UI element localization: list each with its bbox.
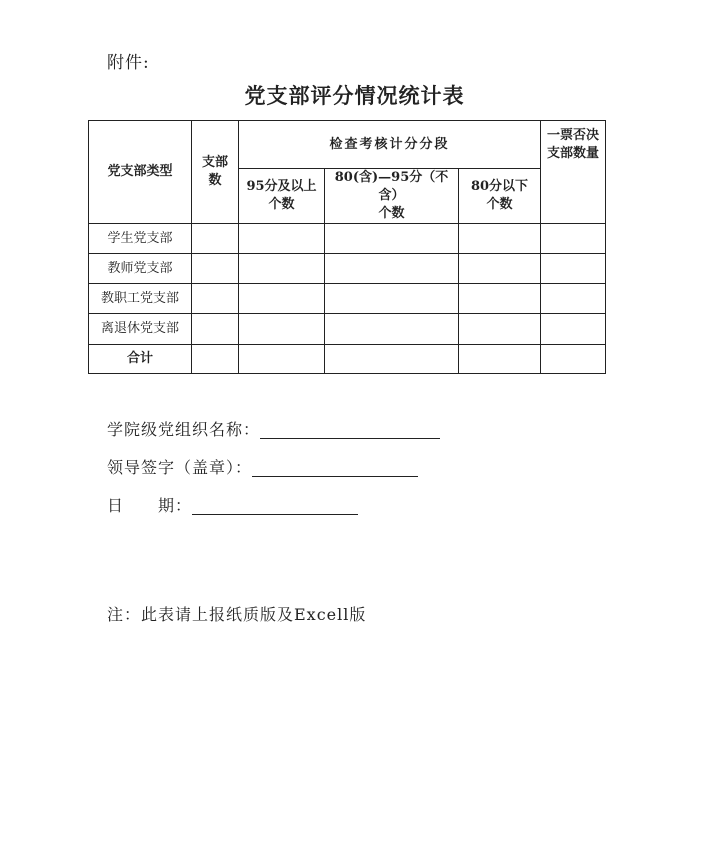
table-cell[interactable]: [325, 284, 459, 314]
attachment-label: 附件:: [107, 53, 150, 73]
row-label-total: 合计: [89, 345, 192, 374]
leader-signature-field: [107, 455, 418, 478]
org-name-label: 学院级党组织名称：: [107, 420, 261, 439]
table-cell[interactable]: [239, 224, 325, 254]
table-row: [89, 314, 606, 345]
footnote: 注：此表请上报纸质版及Excell版: [107, 605, 367, 624]
table-cell[interactable]: [541, 254, 606, 284]
table-row: [89, 284, 606, 314]
table-cell[interactable]: [239, 284, 325, 314]
table-cell[interactable]: [325, 314, 459, 345]
org-name-field: [107, 417, 440, 440]
table-cell[interactable]: [239, 314, 325, 345]
table-cell[interactable]: [325, 224, 459, 254]
row-label-retired: 离退休党支部: [89, 314, 192, 345]
table-cell[interactable]: [459, 314, 541, 345]
header-veto-count: 一票否决 支部数量: [541, 121, 606, 224]
header-branch-type: 党支部类型: [89, 121, 192, 224]
table-cell[interactable]: [541, 345, 606, 374]
header-95-plus: 95分及以上 个数: [239, 169, 325, 224]
table-cell[interactable]: [192, 314, 239, 345]
header-branch-count: 支部 数: [192, 121, 239, 224]
page-title: 党支部评分情况统计表: [244, 83, 465, 108]
leader-signature-input-line[interactable]: [252, 460, 418, 477]
leader-signature-label: 领导签字（盖章）：: [107, 458, 253, 477]
table-cell[interactable]: [459, 284, 541, 314]
table-row-total: [89, 345, 606, 374]
date-field: [107, 493, 358, 516]
header-score-segments: 检查考核计分分段: [239, 121, 541, 169]
table-cell[interactable]: [239, 254, 325, 284]
table-cell[interactable]: [459, 345, 541, 374]
table-cell[interactable]: [541, 284, 606, 314]
statistics-table: [88, 120, 606, 374]
row-label-teacher: 教师党支部: [89, 254, 192, 284]
table-cell[interactable]: [459, 224, 541, 254]
date-label: 日 期：: [107, 496, 193, 515]
table-cell[interactable]: [541, 224, 606, 254]
table-cell[interactable]: [325, 345, 459, 374]
table-cell[interactable]: [192, 254, 239, 284]
row-label-staff: 教职工党支部: [89, 284, 192, 314]
table-cell[interactable]: [325, 254, 459, 284]
table-cell[interactable]: [541, 314, 606, 345]
row-label-student: 学生党支部: [89, 224, 192, 254]
table-row: [89, 254, 606, 284]
table-cell[interactable]: [192, 345, 239, 374]
table-cell[interactable]: [192, 284, 239, 314]
table-cell[interactable]: [239, 345, 325, 374]
header-80-to-95: 80(含)—95分（不含） 个数: [325, 169, 459, 224]
table-row: [89, 224, 606, 254]
header-below-80: 80分以下 个数: [459, 169, 541, 224]
table-cell[interactable]: [192, 224, 239, 254]
table-cell[interactable]: [459, 254, 541, 284]
org-name-input-line[interactable]: [260, 422, 440, 439]
date-input-line[interactable]: [192, 498, 358, 515]
